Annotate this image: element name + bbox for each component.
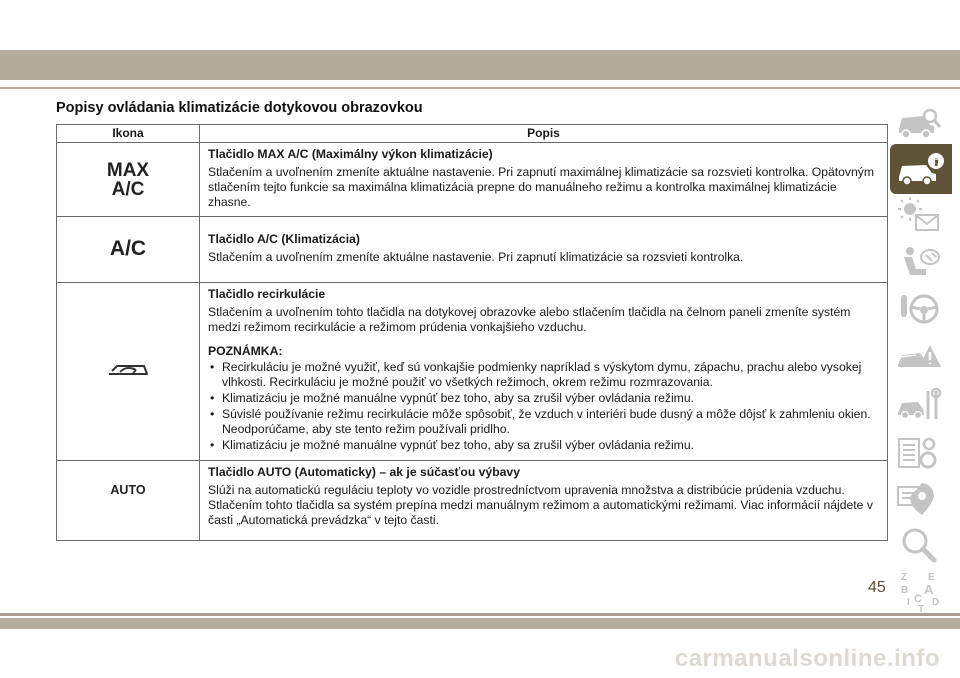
chapter-tab-warning-lights[interactable] — [892, 193, 946, 237]
column-header-description: Popis — [200, 125, 888, 143]
auto-button-icon: AUTO — [57, 461, 200, 541]
page-number: 45 — [868, 579, 886, 596]
chapter-tab-getting-to-know[interactable] — [892, 101, 946, 145]
column-header-icon: Ikona — [57, 125, 200, 143]
car-tools-icon — [896, 385, 942, 425]
svg-text:A: A — [924, 582, 934, 597]
row-text: Slúži na automatickú reguláciu teploty vo vozidle prostredníctvom upravenia množstva a distribúcie prúdenia vzduchu. Stlačením tohto tlačidla sa systém prepína medzi manuálnym režimom a automatickými režimami. Viac informácií nájdete v časti „Automatická prevádzka“ v tejto časti. — [208, 483, 873, 527]
chapter-tab-alphabetical-index[interactable] — [892, 569, 946, 613]
ac-button-icon: A/C — [57, 217, 200, 283]
table-row — [57, 461, 888, 541]
header-band — [0, 50, 960, 80]
list-item: • Klimatizáciu je možné manuálne vypnúť bez toho, aby sa zrušil výber ovládania režimu. — [208, 438, 877, 453]
warning-lights-icon — [896, 195, 942, 235]
watermark: carmanualsonline.info — [674, 645, 940, 672]
steering-wheel-icon — [896, 289, 942, 329]
car-warning-triangle-icon — [896, 337, 942, 377]
controls-table — [56, 124, 888, 541]
table-row — [57, 217, 888, 283]
row-title: Tlačidlo recirkulácie — [208, 287, 326, 301]
svg-text:E: E — [928, 572, 935, 583]
svg-text:Z: Z — [901, 572, 908, 583]
svg-text:C: C — [914, 593, 922, 605]
chapter-tab-multimedia[interactable] — [892, 477, 946, 521]
row-text: Stlačením a uvoľnením zmeníte aktuálne nastavenie. Pri zapnutí klimatizácie sa rozsvieti kontrolka. — [208, 250, 744, 264]
table-header-row — [57, 125, 888, 143]
airbag-seat-icon — [896, 243, 942, 283]
max-ac-button-icon: MAX A/C — [57, 143, 200, 217]
note-list — [208, 360, 877, 453]
chapter-tab-technical-specifications[interactable] — [892, 431, 946, 475]
table-row — [57, 143, 888, 217]
car-search-icon — [896, 103, 942, 143]
multimedia-location-icon — [896, 479, 942, 519]
section-heading: Popisy ovládania klimatizácie dotykovou obrazovkou — [56, 100, 423, 116]
svg-text:I: I — [907, 597, 910, 608]
recirculation-button-icon — [57, 283, 200, 461]
list-item: • Súvislé používanie režimu recirkulácie môže spôsobiť, že vzduch v interiéri bude dusný a môže dôjsť k zahmleniu okien. Neodporúčame, aby ste tento režim používali pridlho. — [208, 407, 877, 437]
row-text: Stlačením a uvoľnením tohto tlačidla na dotykovej obrazovke alebo stlačením tlačidla na čelnom paneli zmeníte systém medzi režimom recirkulácie a režimom prúdenia vonkajšieho vzduchu. — [208, 305, 851, 334]
row-title: Tlačidlo A/C (Klimatizácia) — [208, 232, 360, 246]
row-title: Tlačidlo MAX A/C (Maximálny výkon klimatizácie) — [208, 147, 493, 161]
footer-band — [0, 618, 960, 629]
svg-text:T: T — [918, 604, 925, 613]
row-description — [200, 283, 888, 461]
car-info-icon — [896, 149, 946, 189]
row-title: Tlačidlo AUTO (Automaticky) – ak je súčasťou výbavy — [208, 465, 520, 479]
chapter-tab-instrument-panel[interactable] — [890, 144, 952, 194]
table-row — [57, 283, 888, 461]
alphabet-index-icon — [896, 569, 942, 613]
chapter-tab-in-case-of-emergency[interactable] — [892, 335, 946, 379]
list-item: • Klimatizáciu je možné manuálne vypnúť bez toho, aby sa zrušil výber ovládania režimu. — [208, 391, 877, 406]
header-rule — [0, 87, 960, 89]
footer-rule — [0, 613, 960, 616]
svg-text:D: D — [932, 597, 940, 608]
recirculation-icon — [103, 359, 153, 381]
row-description — [200, 461, 888, 541]
list-item: • Recirkuláciu je možné využiť, keď sú vonkajšie podmienky napríklad s výskytom dymu, zápachu, prachu alebo vysokej vlhkosti. Recirkuláciu je možné použiť vo všetkých režimoch, okrem režimu rozmrazovania. — [208, 360, 877, 390]
svg-text:B: B — [901, 585, 909, 596]
row-text: Stlačením a uvoľnením zmeníte aktuálne nastavenie. Pri zapnutí maximálnej klimatizácie sa rozsvieti kontrolka. Opätovným stlačením tejto funkcie sa maximálna klimatizácia prepne do manuálneho režimu a kontrolka maximálnej klimatizácie zhasne. — [208, 165, 875, 209]
chapter-tab-index-search[interactable] — [892, 523, 946, 567]
note-label: POZNÁMKA: — [208, 344, 283, 358]
chapter-tab-safety[interactable] — [892, 241, 946, 285]
chapter-tab-starting-operating[interactable] — [892, 287, 946, 331]
row-description — [200, 217, 888, 283]
search-icon — [896, 525, 942, 565]
chapter-tab-servicing[interactable] — [892, 383, 946, 427]
settings-list-icon — [896, 433, 942, 473]
row-description — [200, 143, 888, 217]
